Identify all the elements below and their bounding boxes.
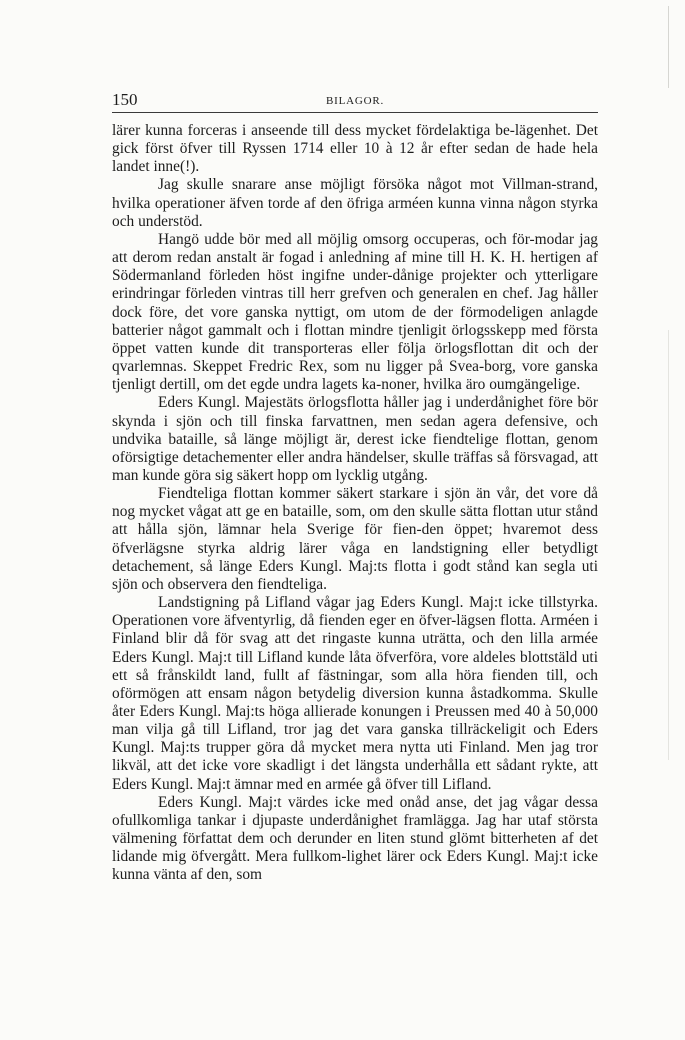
page-number: 150	[112, 90, 138, 109]
paragraph-orlogsflotta: Eders Kungl. Majestäts örlogsflotta håller jag i underdånighet före bör skynda i sjön och till finska farvattnen, men sedan agera defensive, och undvika bataille, så länge möjligt är, derest icke fiendtelige flottan, genom oförsigtige detachementer eller andra händelser, skulle träffas så försvagad, att man kunde göra sig säkert hopp om lycklig utgång.	[112, 394, 598, 484]
paragraph-hango-udde: Hangö udde bör med all möjlig omsorg occuperas, och för-modar jag att derom redan anstalt är fogad i anledning af mine till H. K. H. hertigen af Södermanland förleden höst ingifne under-dånige projekter och ytterligare erindringar förleden vintras till herr grefven och generalen en chef. Jag håller dock före, det vore ganska nyttigt, om utom de der förmodeligen anlagde batterier något gammalt och i flottan mindre tjenligit örlogsskepp med första öppet vatten kunde dit transporteras eller följa örlogsflottan dit och der qvarlemnas. Skeppet Fredric Rex, som nu ligger på Svea-borg, vore ganska tjenligt dertill, om det egde undra lagets ka-noner, hvilka äro oumgängelige.	[112, 230, 598, 394]
paragraph-continuation: lärer kunna forceras i anseende till dess mycket fördelaktiga be-lägenhet. Det gick först öfver till Ryssen 1714 eller 10 à 12 år efter sedan de hade hela landet inne(!).	[112, 122, 598, 176]
page-edge-line-lower	[668, 330, 669, 760]
section-title: BILAGOR.	[325, 95, 385, 107]
document-page	[112, 90, 598, 885]
paragraph-landstigning-lifland: Landstigning på Lifland vågar jag Eders Kungl. Maj:t icke tillstyrka. Operationen vore äfventyrlig, då fienden eger en öfver-lägsen flotta. Arméen i Finland blir då för svag att det ringaste kunna uträtta, och den lilla armée Eders Kungl. Maj:t till Lifland kunde låta öfverföra, vore aldeles blottstäld uti ett så frånskildt land, fullt af fästningar, som alla höra fienden till, och oförmögen att ensam någon betydelig diversion kunna åstadkomma. Skulle åter Eders Kungl. Maj:ts höga allierade konungen i Preussen med 40 à 50,000 man vilja gå till Lifland, tror jag det vara ganska tillräckeligit och Eders Kungl. Maj:ts trupper göra då mycket mera nytta uti Finland. Men jag tror likväl, att det icke vore skadligt i det längsta underhålla ett sådant rykte, att Eders Kungl. Maj:t ämnar med en armée gå öfver till Lifland.	[112, 594, 598, 793]
page-edge-line	[668, 6, 669, 88]
paragraph-fiendteliga-flottan: Fiendteliga flottan kommer säkert starkare i sjön än vår, det vore då nog mycket vågat att ge en bataille, som, om den skulle sätta flottan utur stånd att hålla sjön, lämnar hela Sverige för fien-den öppet; hvaremot dess öfverlägsne styrka aldrig lärer våga en landstigning eller betydligt detachement, så länge Eders Kungl. Maj:ts flotta i godt stånd kan segla uti sjön och observera den fiendteliga.	[112, 485, 598, 593]
body-text	[112, 122, 598, 885]
paragraph-closing: Eders Kungl. Maj:t värdes icke med onåd anse, det jag vågar dessa ofullkomliga tankar i djupaste underdånighet framlägga. Jag har utaf största välmening författat dem och derunder en liten stund glömt bitterheten af det lidande mig öfvergått. Mera fullkom-lighet lärer ock Eders Kungl. Maj:t icke kunna vänta af den, som	[112, 793, 598, 884]
running-header	[112, 90, 598, 113]
paragraph-villmanstrand: Jag skulle snarare anse möjligt försöka något mot Villman-strand, hvilka operationer äfven torde af den öfriga arméen kunna vinna någon styrka och understöd.	[112, 176, 598, 230]
